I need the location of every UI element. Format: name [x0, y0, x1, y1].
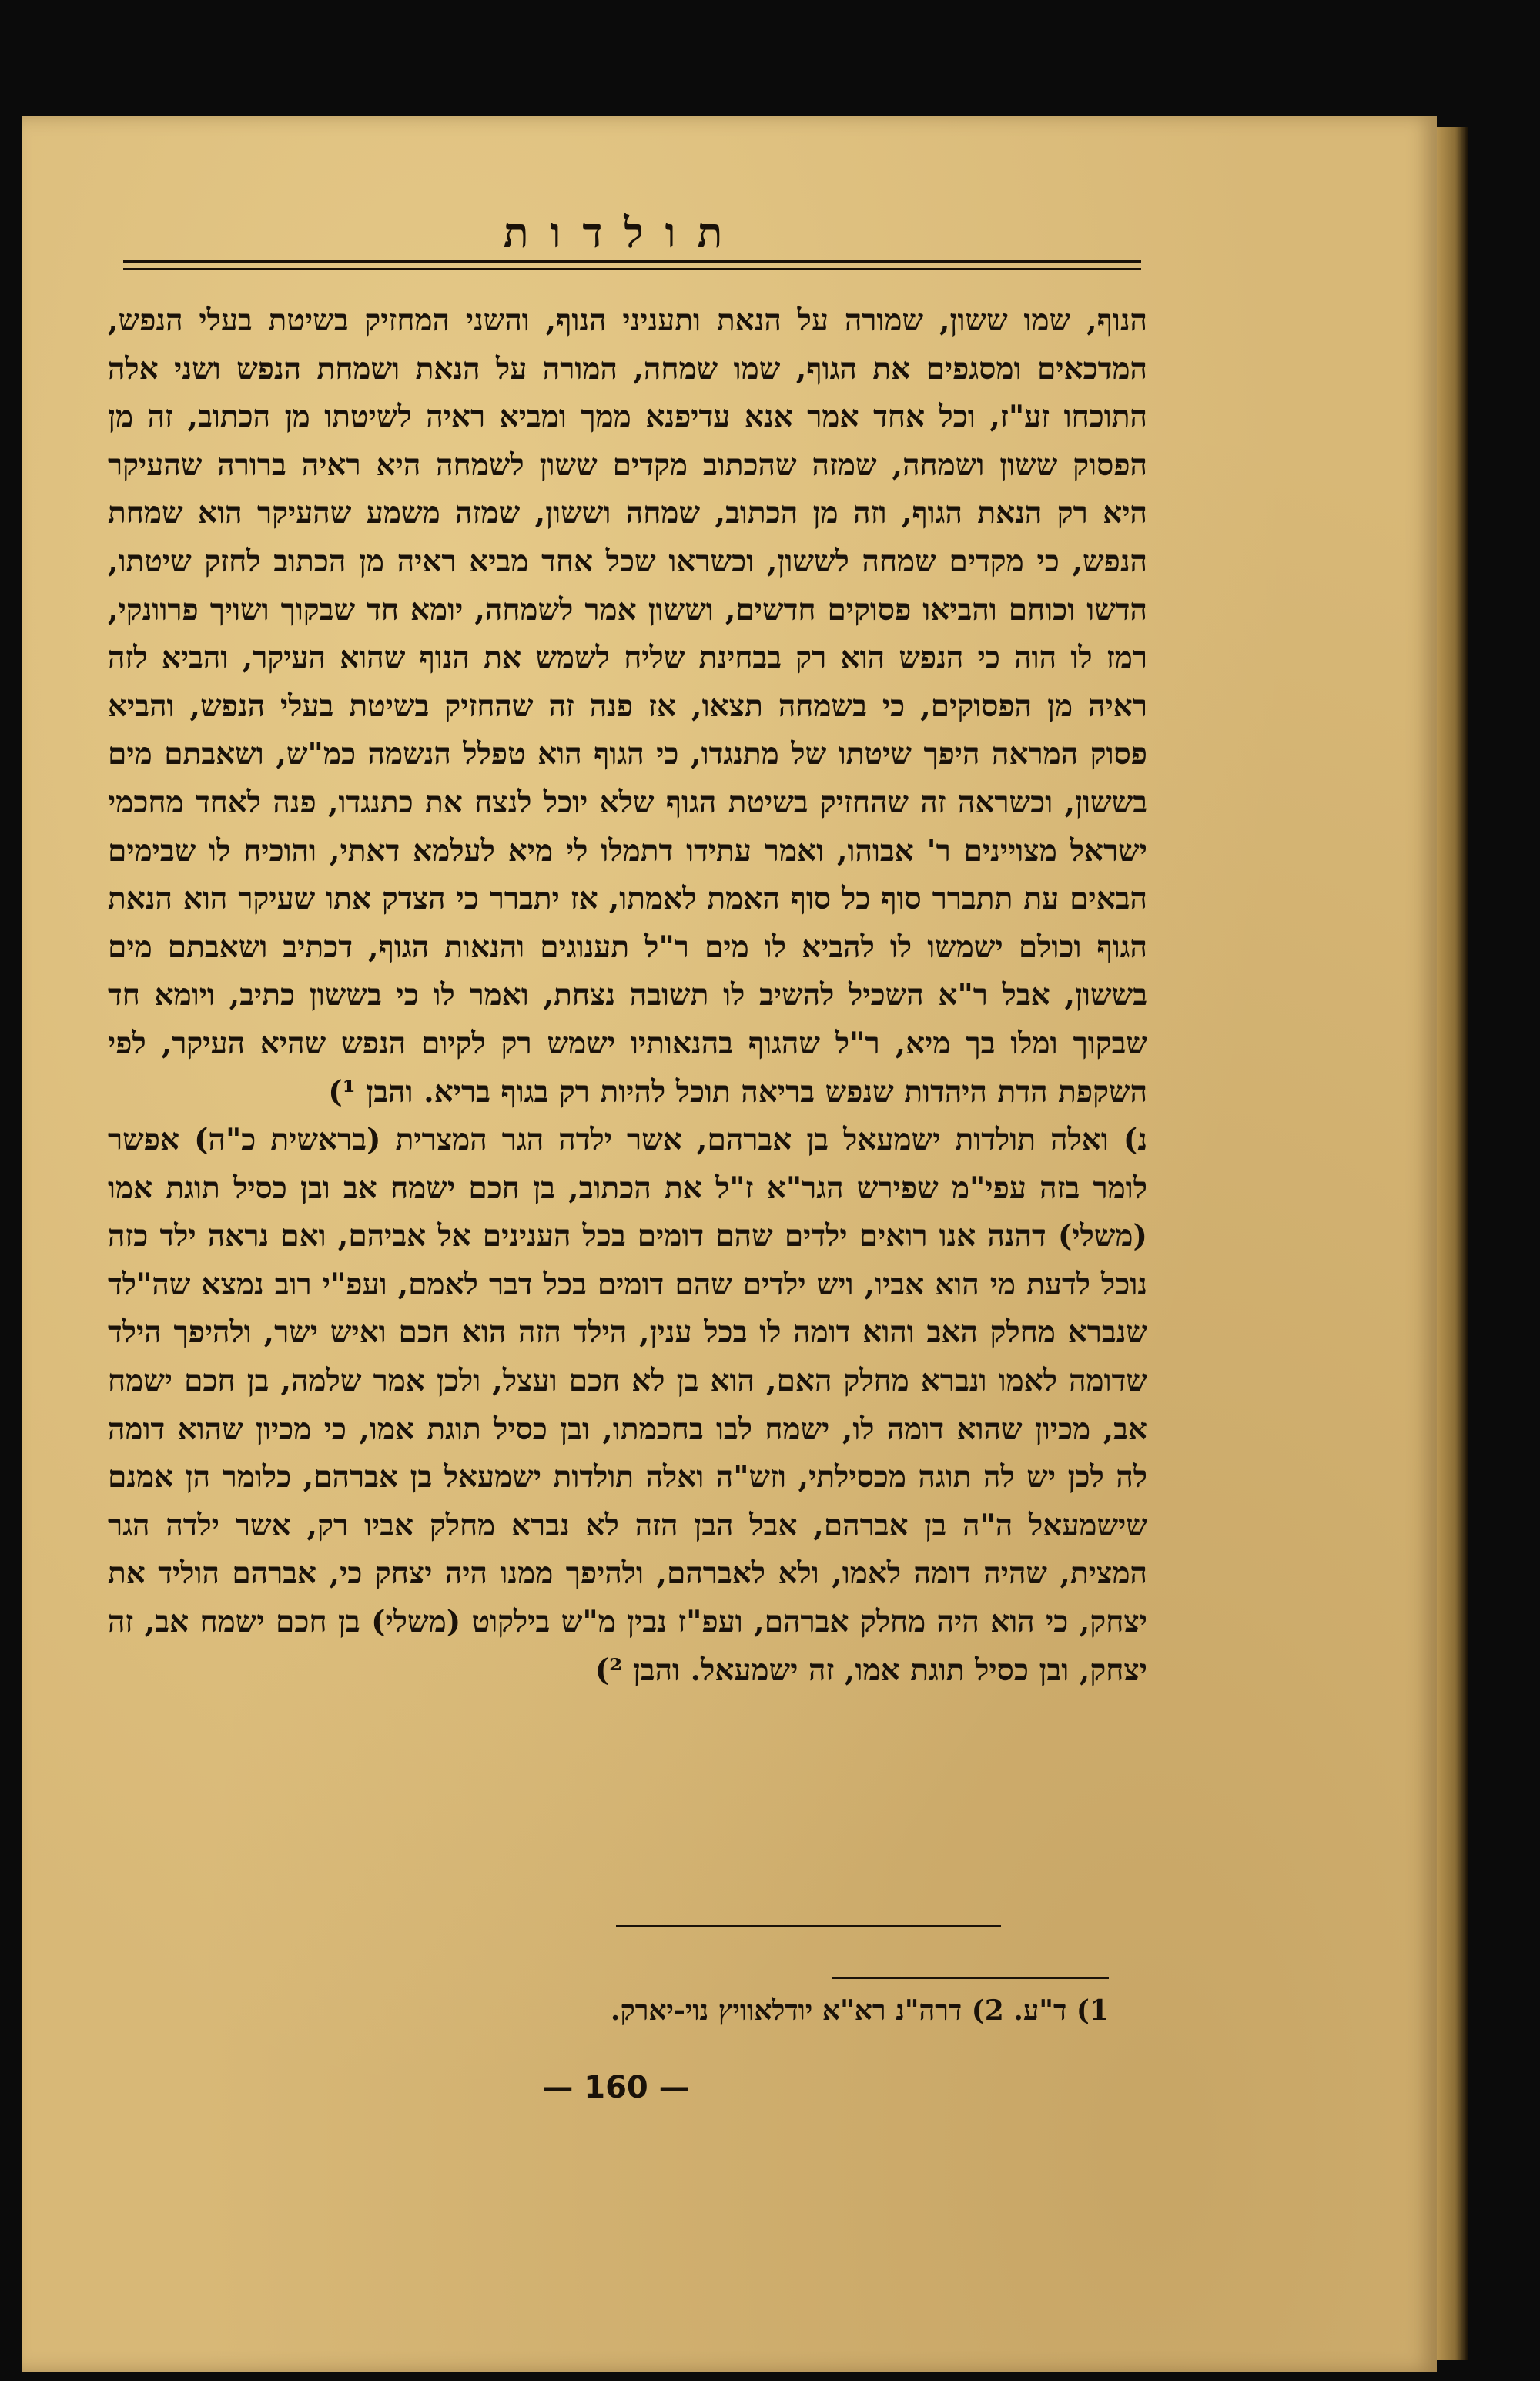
footnotes: 1) ד"ע. 2) דרה"נ רא"א יודלאוויץ נוי-יארק. [610, 1994, 1109, 2027]
paragraph-1: הנוף, שמו ששון, שמורה על הנאת ותעניני הנוף, והשני המחזיק בשיטת בעלי הנפש, המדכאים ומסגפים את הגוף, שמו שמחה, המורה על הנאת ושמחת הנפש ושני אלה התוכחו זע"ז, וכל אחד אמר אנא עדיפנא ממך ומביא ראיה לשיטתו מן הכתוב, זה מן הפסוק ששון ושמחה, שמזה שהכתוב מקדים ששון לשמחה היא ראיה ברורה שהעיקר היא רק הנאת הגוף, וזה מן הכתוב, שמחה וששון, שמזה משמע שהעיקר הוא שמחת הנפש, כי מקדים שמחה לששון, וכשראו שכל אחד מביא ראיה מן הכתוב לחזק שיטתו, הדשו וכוחם והביאו פסוקים חדשים, וששון אמר לשמחה, יומא חד שבקוך ושויך פרוונקי, רמז לו הוה כי הנפש הוא רק בבחינת שליח לשמש את הנוף שהוא העיקר, והביא לזה ראיה מן הפסוקים, כי בשמחה תצאו, אז פנה זה שהחזיק בשיטת בעלי הנפש, והביא פסוק המראה היפך שיטתו של מתנגדו, כי הגוף הוא טפלל הנשמה כמ"ש, ושאבתם מים בששון, וכשראה זה שהחזיק בשיטת הגוף שלא יוכל לנצח את כתנגדו, פנה לאחד מחכמי ישראל מצויינים ר' אבוהו, ואמר עתידו דתמלו לי מיא לעלמא דאתי, והוכיח לו שבימים הבאים עת תתברר סוף כל סוף האמת לאמתו, אז יתברר כי הצדק אתו שעיקר הוא הנאת הגוף וכולם ישמשו לו להביא לו מים ר"ל תענוגים והנאות הגוף, דכתיב ושאבתם מים בששון, אבל ר"א השכיל להשיב לו תשובה נצחת, ואמר לו כי בששון כתיב, ויומא חד שבקוך ומלו בך מיא, ר"ל שהגוף בהנאותיו ישמש רק לקיום הנפש שהיא העיקר, לפי השקפת הדת היהדות שנפש בריאה תוכל להיות רק בגוף בריא. והבן ¹) [108, 303, 1147, 1110]
header-rule [123, 260, 1141, 263]
page-edge [1437, 127, 1468, 2360]
running-head: תולדות [503, 208, 745, 257]
paragraph-2: נ) ואלה תולדות ישמעאל בן אברהם, אשר ילדה הגר המצרית (בראשית כ"ה) אפשר לומר בזה עפי"מ שפירש הגר"א ז"ל את הכתוב, בן חכם ישמח אב ובן כסיל תוגת אמו (משלי) דהנה אנו רואים ילדים שהם דומים בכל הענינים אל אביהם, ואם נראה ילד כזה נוכל לדעת מי הוא אביו, ויש ילדים שהם דומים בכל דבר לאמם, ועפ"י רוב נמצא שה"לד שנברא מחלק האב והוא דומה לו בכל ענין, הילד הזה הוא חכם ואיש ישר, ולהיפך הילד שדומה לאמו ונברא מחלק האם, הוא בן לא חכם ועצל, ולכן אמר שלמה, בן חכם ישמח אב, מכיון שהוא דומה לו, ישמח לבו בחכמתו, ובן כסיל תוגת אמו, כי מכיון שהוא דומה לה לכן יש לה תוגה מכסילתי, וזש"ה ואלה תולדות ישמעאל בן אברהם, כלומר הן אמנם שישמעאל ה"ה בן אברהם, אבל הבן הזה לא נברא מחלק אביו רק, אשר ילדה הגר המצית, שהיה דומה לאמו, ולא לאברהם, ולהיפך ממנו היה יצחק כי, אברהם הוליד את יצחק, כי הוא היה מחלק אברהם, ועפ"ז נבין מ"ש בילקוט (משלי) בן חכם ישמח אב, זה יצחק, ובן כסיל תוגת אמו, זה ישמעאל. והבן ²) [108, 1122, 1147, 1688]
header-rule-secondary [123, 268, 1141, 270]
footnote-rule [832, 1977, 1109, 1979]
page-number: — 160 — [542, 2070, 690, 2105]
section-end-rule [616, 1925, 1001, 1927]
body-text [108, 296, 1147, 1694]
